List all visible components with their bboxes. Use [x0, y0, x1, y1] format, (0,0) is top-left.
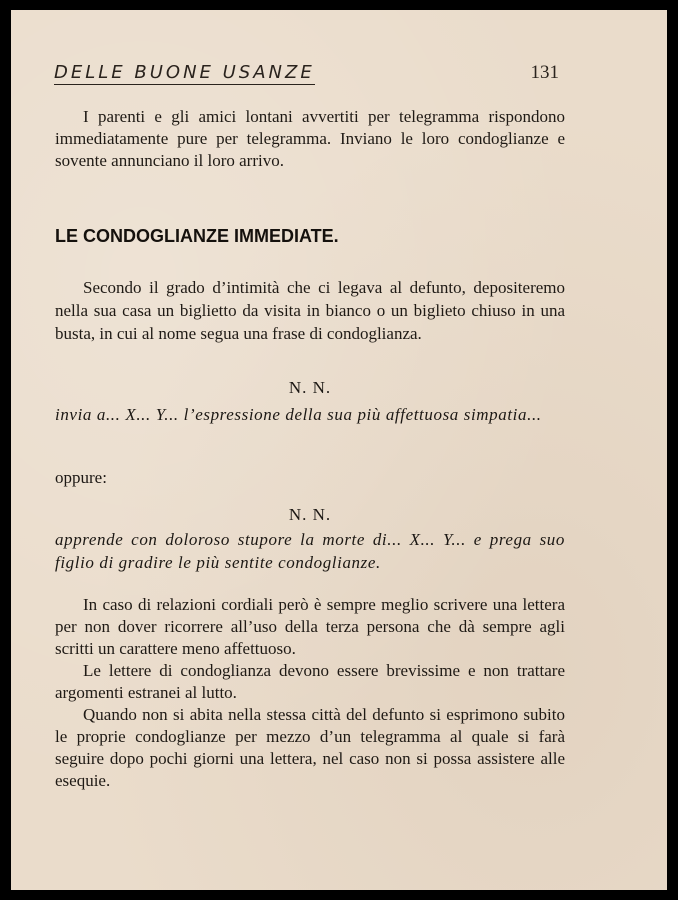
- intro-paragraph: I parenti e gli amici lontani avvertiti per telegramma rispondono immediatamente pure per telegramma. Inviano le loro condoglianze e sovente annunciano il loro arrivo.: [55, 107, 565, 170]
- section-paragraph: Secondo il grado d’intimità che ci legava al defunto, depositeremo nella sua casa un biglietto da visita in bianco o un biglieto chiuso in una busta, in cui al nome segua una frase di condoglianza.: [55, 278, 565, 343]
- example-1-paragraph: invia a... X... Y... l’espressione della sua più affettuosa simpatia...: [55, 405, 542, 424]
- closing-paragraph-3: Quando non si abita nella stessa città del defunto si esprimono subito le proprie condoglianze per mezzo d’un telegramma al quale si farà seguire dopo pochi giorni una lettera, nel caso non si possa assistere alle esequie.: [55, 705, 565, 790]
- closing-paragraph-1: In caso di relazioni cordiali però è sempre meglio scrivere una lettera per non dover ricorrere all’uso della terza persona che dà sempre agli scritti un carattere meno affettuoso.: [55, 595, 565, 658]
- example-2-name: N. N.: [288, 505, 332, 524]
- running-title: DELLE BUONE USANZE: [54, 62, 315, 83]
- example-2-text: [55, 528, 565, 574]
- section-text: [55, 276, 565, 345]
- connector-text: oppure:: [55, 468, 107, 487]
- closing-paragraph-2: Le lettere di condoglianza devono essere brevissime e non trattare argomenti estranei al lutto.: [55, 661, 565, 702]
- example-2-paragraph: apprende con doloroso stupore la morte di... X... Y... e prega suo figlio di gradire le più sentite condoglianze.: [55, 530, 565, 572]
- page-number: 131: [530, 62, 559, 83]
- example-1-name: N. N.: [288, 378, 332, 397]
- section-heading: LE CONDOGLIANZE IMMEDIATE.: [55, 226, 339, 246]
- page-header: [54, 62, 559, 92]
- example-1-text: [55, 403, 565, 426]
- book-page: [11, 10, 667, 890]
- closing-text: [55, 594, 565, 792]
- intro-text: [55, 106, 565, 172]
